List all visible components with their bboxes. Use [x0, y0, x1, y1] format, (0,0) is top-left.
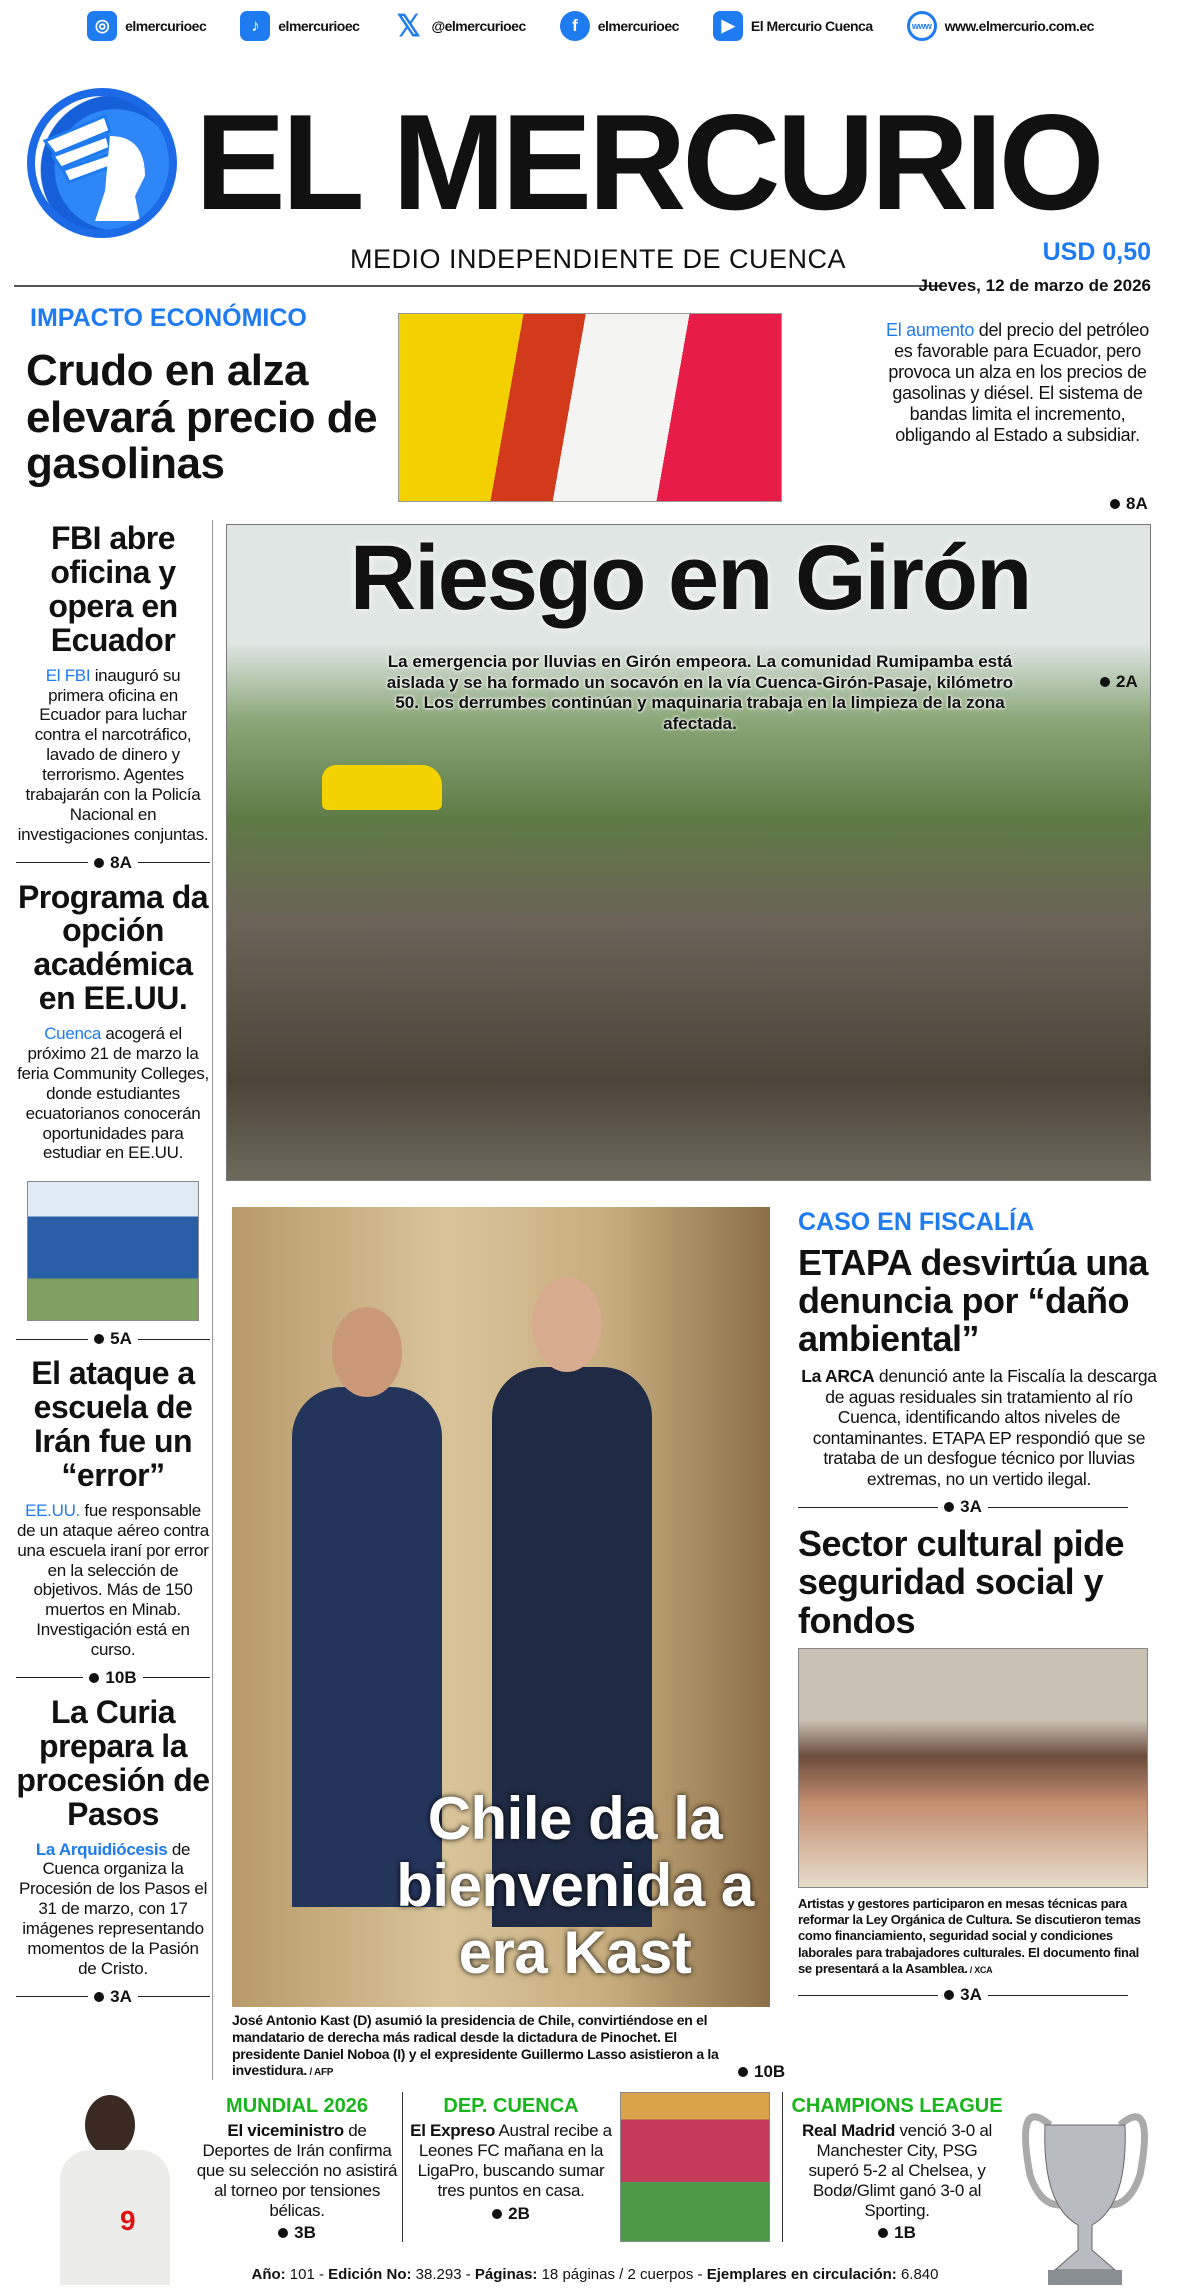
logo-icon: [27, 88, 177, 238]
page-ref: 5A: [16, 1329, 210, 1349]
page-ref: 3A: [16, 1987, 210, 2007]
facebook-icon: f: [560, 11, 590, 41]
price: USD 0,50: [1042, 238, 1151, 266]
masthead-title: EL MERCURIO: [195, 86, 1101, 238]
story-body: El Expreso Austral recibe a Leones FC mañana en la LigaPro, buscando sumar tres puntos en casa.: [410, 2121, 612, 2200]
tagline: MEDIO INDEPENDIENTE DE CUENCA: [350, 244, 847, 274]
headline[interactable]: Sector cultural pide seguridad social y fondos: [798, 1523, 1125, 1641]
story-body: La ARCA denunció ante la Fiscalía la descarga de aguas residuales sin tratamiento al río Cuenca, identificando altos niveles de contaminantes. ETAPA EP respondió que se trataba de un desfogue técnico por lluvias extremas, no un vertido ilegal.: [801, 1366, 1157, 1489]
story-body: El viceministro de Deportes de Irán confirma que su selección no asistirá al torneo por tensiones bélicas.: [196, 2121, 398, 2220]
page-ref: 3A: [798, 1985, 1128, 2005]
story-body: EE.UU. fue responsable de un ataque aéreo contra una escuela iraní por error en la selección de objetivos. Más de 150 muertos en Minab. Investigación está en curso.: [17, 1500, 209, 1659]
story-body: El FBI inauguró su primera oficina en Ecuador para luchar contra el narcotráfico, lavado de dinero y terrorismo. Agentes trabajarán con la Policía Nacional en investigaciones conjuntas.: [17, 665, 209, 844]
left-column: [16, 522, 210, 2015]
social-handle: @elmercurioec: [431, 18, 526, 34]
page-ref: 2A: [1100, 672, 1138, 692]
social-link-globe[interactable]: [907, 11, 1094, 41]
sports-brief: [790, 2094, 1004, 2243]
social-link-instagram[interactable]: [87, 11, 206, 41]
page-ref: 8A: [1110, 494, 1148, 514]
kicker: CHAMPIONS LEAGUE: [791, 2095, 1003, 2117]
soccer-player-photo: 9: [30, 2095, 190, 2285]
taxi-icon: [322, 765, 442, 810]
social-link-tiktok[interactable]: [240, 11, 359, 41]
globe-icon: www: [907, 11, 937, 41]
headline[interactable]: Programa da opción académica en EE.UU.: [17, 878, 209, 1017]
sports-brief: [196, 2094, 398, 2243]
cultural-workshop-photo: [798, 1648, 1148, 1888]
page-ref: 10B: [738, 2062, 785, 2082]
column-divider: [782, 2092, 783, 2242]
story-body: La emergencia por lluvias en Girón empeora. La comunidad Rumipamba está aislada y se ha formado un socavón en la vía Cuenca-Girón-Pasaje, kilómetro 50. Los derrumbes continúan y maquinaria trabaja en la limpieza de la zona afectada.: [386, 652, 1014, 734]
social-link-facebook[interactable]: [560, 11, 679, 41]
sports-brief: [408, 2094, 614, 2224]
story-body: Real Madrid venció 3-0 al Manchester City, PSG superó 5-2 al Chelsea, y Bodø/Glimt ganó 3-0 al Sporting.: [802, 2121, 992, 2220]
headline[interactable]: El ataque a escuela de Irán fue un “error”: [31, 1355, 195, 1493]
social-bar: [0, 8, 1181, 44]
kicker: DEP. CUENCA: [443, 2095, 579, 2117]
date: Jueves, 12 de marzo de 2026: [918, 276, 1151, 295]
main-headline[interactable]: Riesgo en Girón: [349, 527, 1031, 629]
gas-station-photo: [398, 313, 782, 502]
tiktok-icon: ♪: [240, 11, 270, 41]
column-divider: [402, 2092, 403, 2242]
page-ref: 3A: [798, 1497, 1128, 1517]
social-link-x[interactable]: [393, 11, 525, 41]
x-icon: 𝕏: [396, 9, 421, 43]
headline[interactable]: FBI abre oficina y opera en Ecuador: [48, 520, 178, 658]
story-body: Cuenca acogerá el próximo 21 de marzo la feria Community Colleges, donde estudiantes ecuatorianos conocerán oportunidades para estudiar en EE.UU.: [17, 1024, 209, 1163]
team-training-photo: [620, 2092, 770, 2242]
page-ref: 1B: [878, 2223, 916, 2243]
page-ref: 2B: [492, 2204, 530, 2224]
column-divider: [212, 520, 213, 2080]
headline[interactable]: [26, 348, 396, 488]
social-handle: elmercurioec: [597, 18, 679, 34]
trophy-icon: [1010, 2085, 1160, 2289]
masthead-rule: [14, 285, 942, 287]
photo-caption: Artistas y gestores participaron en mesas técnicas para reformar la Ley Orgánica de Cultura. Se discutieron temas como financiamiento, seguridad social y condiciones laborales para trabajadores culturales. El documento final se presentará a la Asamblea. / XCA: [798, 1895, 1141, 1976]
headline[interactable]: La Curia prepara la procesión de Pasos: [16, 1693, 210, 1832]
kicker: IMPACTO ECONÓMICO: [30, 304, 307, 332]
right-column: [798, 1208, 1160, 2013]
page-ref: 3B: [278, 2223, 316, 2243]
headline-text[interactable]: Crudo en alza elevará precio de gasolinas: [26, 346, 378, 489]
youtube-icon: ▶: [713, 11, 743, 41]
instagram-icon: ◎: [87, 11, 117, 41]
photo-caption: José Antonio Kast (D) asumió la presidencia de Chile, convirtiéndose en el mandatario de derecha más radical desde la dictadura de Pinochet. El presidente Daniel Noboa (I) y el expresidente Guillermo Lasso asistieron a la investidura. / AFP: [232, 2012, 719, 2079]
kicker: CASO EN FISCALÍA: [798, 1208, 1035, 1236]
story-body: El aumento del precio del petróleo es favorable para Ecuador, pero provoca un alza en los precios de gasolinas y diésel. El sistema de bandas limita el incremento, obligando al Estado a subsidiar.: [886, 320, 1149, 446]
college-banner-photo: [27, 1181, 199, 1321]
photo-headline[interactable]: Chile da la bienvenida a era Kast: [396, 1785, 754, 1987]
social-handle: elmercurioec: [125, 18, 207, 34]
page-ref: 10B: [16, 1668, 210, 1688]
kicker: MUNDIAL 2026: [226, 2095, 368, 2117]
story-body: La Arquidiócesis de Cuenca organiza la Procesión de los Pasos el 31 de marzo, con 17 imágenes representando momentos de la Pasión de Cristo.: [18, 1839, 208, 1978]
edition-info: Año: 101 - Edición No: 38.293 - Páginas: 18 páginas / 2 cuerpos - Ejemplares en circulación: 6.840: [251, 2266, 939, 2283]
social-handle: El Mercurio Cuenca: [750, 18, 873, 34]
social-link-youtube[interactable]: [713, 11, 873, 41]
social-handle: www.elmercurio.com.ec: [944, 18, 1094, 34]
social-handle: elmercurioec: [278, 18, 360, 34]
headline[interactable]: ETAPA desvirtúa una denuncia por “daño ambiental”: [798, 1242, 1148, 1360]
page-ref: 8A: [16, 853, 210, 873]
